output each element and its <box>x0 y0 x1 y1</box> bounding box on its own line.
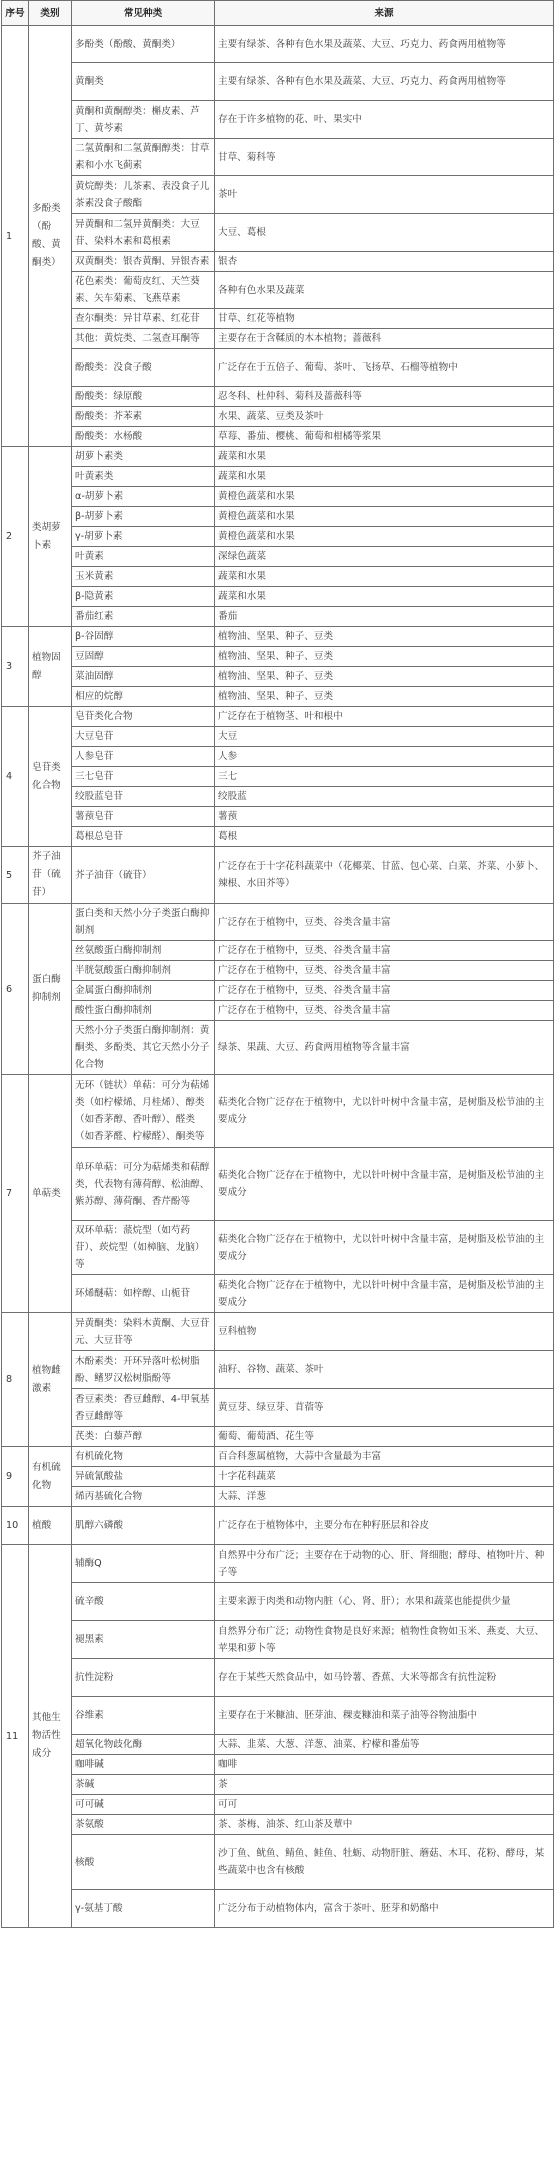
table-row <box>2 139 554 176</box>
table-row <box>2 941 554 961</box>
table-row <box>2 767 554 787</box>
table-row <box>2 427 554 447</box>
source-cell: 主要有绿茶、各种有色水果及蔬菜、大豆、巧克力、药食两用植物等 <box>215 26 554 63</box>
kind-cell: 有机硫化物 <box>72 1447 215 1467</box>
source-cell: 银杏 <box>215 252 554 272</box>
source-cell: 广泛存在于十字花科蔬菜中（花椰菜、甘蓝、包心菜、白菜、芥菜、小萝卜、辣根、水田芥等） <box>215 847 554 904</box>
table-row <box>2 1075 554 1148</box>
source-cell: 茶、茶梅、油茶、红山茶及蕈中 <box>215 1815 554 1835</box>
kind-cell: 大豆皂苷 <box>72 727 215 747</box>
source-cell: 大蒜、韭菜、大葱、洋葱、油菜、柠檬和番茄等 <box>215 1735 554 1755</box>
source-cell: 蔬菜和水果 <box>215 447 554 467</box>
category-cell: 植物雌激素 <box>29 1313 72 1447</box>
source-cell: 油籽、谷物、蔬菜、茶叶 <box>215 1351 554 1389</box>
table-row <box>2 252 554 272</box>
kind-cell: 酚酸类：水杨酸 <box>72 427 215 447</box>
source-cell: 广泛存在于植物中，豆类、谷类含量丰富 <box>215 941 554 961</box>
kind-cell: 叶黄素类 <box>72 467 215 487</box>
kind-cell: 蛋白类和天然小分子类蛋白酶抑制剂 <box>72 904 215 941</box>
kind-cell: 其他：黄烷类、二氢查耳酮等 <box>72 329 215 349</box>
table-row <box>2 687 554 707</box>
table-row <box>2 1507 554 1545</box>
source-cell: 蔬菜和水果 <box>215 567 554 587</box>
table-row <box>2 176 554 214</box>
source-cell: 黄橙色蔬菜和水果 <box>215 487 554 507</box>
source-cell: 广泛存在于植物茎、叶和根中 <box>215 707 554 727</box>
source-cell: 百合科葱属植物，大蒜中含量最为丰富 <box>215 1447 554 1467</box>
source-cell: 植物油、坚果、种子、豆类 <box>215 687 554 707</box>
table-row <box>2 827 554 847</box>
kind-cell: γ-胡萝卜素 <box>72 527 215 547</box>
source-cell: 茶 <box>215 1775 554 1795</box>
row-index: 5 <box>2 847 29 904</box>
bioactive-compounds-table <box>1 0 554 1928</box>
row-index: 2 <box>2 447 29 627</box>
table-row <box>2 847 554 904</box>
source-cell: 主要存在于米糠油、胚芽油、稞麦糠油和菜子油等谷物油脂中 <box>215 1697 554 1735</box>
source-cell: 萜类化合物广泛存在于植物中，尤以针叶树中含量丰富，是树脂及松节油的主要成分 <box>215 1275 554 1313</box>
kind-cell: 异硫氰酸盐 <box>72 1467 215 1487</box>
table-row <box>2 607 554 627</box>
kind-cell: 黄烷醇类：儿茶素、表没食子儿茶素没食子酸酯 <box>72 176 215 214</box>
source-cell: 主要来源于肉类和动物内脏（心、肾、肝）；水果和蔬菜也能提供少量 <box>215 1583 554 1621</box>
table-row <box>2 309 554 329</box>
kind-cell: 酚酸类：没食子酸 <box>72 349 215 387</box>
kind-cell: 黄酮和黄酮醇类：槲皮素、芦丁、黄芩素 <box>72 101 215 139</box>
kind-cell: 金属蛋白酶抑制剂 <box>72 981 215 1001</box>
category-cell: 植物固醇 <box>29 627 72 707</box>
kind-cell: 胡萝卜素类 <box>72 447 215 467</box>
table-row <box>2 1148 554 1221</box>
source-cell: 水果、蔬菜、豆类及茶叶 <box>215 407 554 427</box>
source-cell: 黄豆芽、绿豆芽、苜蓿等 <box>215 1389 554 1427</box>
table-row <box>2 787 554 807</box>
table-row <box>2 747 554 767</box>
row-index: 9 <box>2 1447 29 1507</box>
table-row <box>2 1890 554 1928</box>
table-row <box>2 1795 554 1815</box>
kind-cell: 三七皂苷 <box>72 767 215 787</box>
table-row <box>2 214 554 252</box>
header-cell-index: 序号 <box>2 1 29 26</box>
source-cell: 存在于某些天然食品中，如马铃薯、香蕉、大米等都含有抗性淀粉 <box>215 1659 554 1697</box>
source-cell: 草莓、番茄、樱桃、葡萄和柑橘等浆果 <box>215 427 554 447</box>
row-index: 1 <box>2 26 29 447</box>
row-index: 7 <box>2 1075 29 1313</box>
source-cell: 大豆 <box>215 727 554 747</box>
table-row <box>2 26 554 63</box>
category-cell: 植酸 <box>29 1507 72 1545</box>
kind-cell: γ-氨基丁酸 <box>72 1890 215 1928</box>
table-row <box>2 527 554 547</box>
source-cell: 蔬菜和水果 <box>215 587 554 607</box>
kind-cell: 褪黑素 <box>72 1621 215 1659</box>
header-cell-common-kinds: 常见种类 <box>72 1 215 26</box>
kind-cell: 丝氨酸蛋白酶抑制剂 <box>72 941 215 961</box>
kind-cell: β-谷固醇 <box>72 627 215 647</box>
source-cell: 十字花科蔬菜 <box>215 1467 554 1487</box>
category-cell: 多酚类（酚酸、黄酮类） <box>29 26 72 447</box>
source-cell: 咖啡 <box>215 1755 554 1775</box>
kind-cell: 芥子油苷（硫苷） <box>72 847 215 904</box>
table-row <box>2 707 554 727</box>
kind-cell: 香豆素类：香豆雌醇、4-甲氧基香豆雌醇等 <box>72 1389 215 1427</box>
kind-cell: 异黄酮和二氢异黄酮类：大豆苷、染料木素和葛根素 <box>72 214 215 252</box>
source-cell: 植物油、坚果、种子、豆类 <box>215 647 554 667</box>
header-cell-category: 类别 <box>29 1 72 26</box>
source-cell: 主要有绿茶、各种有色水果及蔬菜、大豆、巧克力、药食两用植物等 <box>215 63 554 101</box>
table-row <box>2 487 554 507</box>
table-row <box>2 1487 554 1507</box>
table-row <box>2 1697 554 1735</box>
table-row <box>2 1755 554 1775</box>
kind-cell: 环烯醚萜：如梓醇、山栀苷 <box>72 1275 215 1313</box>
kind-cell: 烯丙基硫化合物 <box>72 1487 215 1507</box>
kind-cell: 茶氨酸 <box>72 1815 215 1835</box>
row-index: 6 <box>2 904 29 1075</box>
table-row <box>2 904 554 941</box>
kind-cell: 双环单萜：蒎烷型（如芍药苷）、莰烷型（如樟脑、龙脑）等 <box>72 1221 215 1275</box>
source-cell: 自然界分布广泛；动物性食物是良好来源；植物性食物如玉米、燕麦、大豆、苹果和萝卜等 <box>215 1621 554 1659</box>
kind-cell: 核酸 <box>72 1835 215 1890</box>
kind-cell: 咖啡碱 <box>72 1755 215 1775</box>
kind-cell: 酚酸类：芥苯素 <box>72 407 215 427</box>
kind-cell: 硫辛酸 <box>72 1583 215 1621</box>
source-cell: 广泛存在于五倍子、葡萄、茶叶、飞扬草、石榴等植物中 <box>215 349 554 387</box>
table-row <box>2 272 554 309</box>
table-row <box>2 647 554 667</box>
source-cell: 沙丁鱼、鱿鱼、鲭鱼、鲑鱼、牡蛎、动物肝脏、蘑菇、木耳、花粉、酵母，某些蔬菜中也含有核酸 <box>215 1835 554 1890</box>
kind-cell: 黄酮类 <box>72 63 215 101</box>
row-index: 11 <box>2 1545 29 1928</box>
kind-cell: 异黄酮类：染料木黄酮、大豆苷元、大豆苷等 <box>72 1313 215 1351</box>
category-cell: 皂苷类化合物 <box>29 707 72 847</box>
kind-cell: 查尔酮类：异甘草素、红花苷 <box>72 309 215 329</box>
table-row <box>2 1735 554 1755</box>
kind-cell: 薯蓣皂苷 <box>72 807 215 827</box>
kind-cell: 天然小分子类蛋白酶抑制剂：黄酮类、多酚类、其它天然小分子化合物 <box>72 1021 215 1075</box>
header-cell-source: 来源 <box>215 1 554 26</box>
source-cell: 甘草、红花等植物 <box>215 309 554 329</box>
source-cell: 萜类化合物广泛存在于植物中，尤以针叶树中含量丰富，是树脂及松节油的主要成分 <box>215 1148 554 1221</box>
kind-cell: 人参皂苷 <box>72 747 215 767</box>
kind-cell: 玉米黄素 <box>72 567 215 587</box>
source-cell: 萜类化合物广泛存在于植物中，尤以针叶树中含量丰富，是树脂及松节油的主要成分 <box>215 1075 554 1148</box>
source-cell: 植物油、坚果、种子、豆类 <box>215 627 554 647</box>
row-index: 3 <box>2 627 29 707</box>
source-cell: 黄橙色蔬菜和水果 <box>215 527 554 547</box>
table-row <box>2 407 554 427</box>
table-row <box>2 1001 554 1021</box>
source-cell: 绞股蓝 <box>215 787 554 807</box>
kind-cell: 豆固醇 <box>72 647 215 667</box>
table-row <box>2 349 554 387</box>
kind-cell: 双黄酮类：银杏黄酮、异银杏素 <box>72 252 215 272</box>
kind-cell: 菜油固醇 <box>72 667 215 687</box>
kind-cell: 茶碱 <box>72 1775 215 1795</box>
source-cell: 广泛存在于植物中，豆类、谷类含量丰富 <box>215 904 554 941</box>
table-row <box>2 1621 554 1659</box>
source-cell: 主要存在于含鞣质的木本植物；蔷薇科 <box>215 329 554 349</box>
table-row <box>2 1467 554 1487</box>
table-row <box>2 981 554 1001</box>
table-row <box>2 1447 554 1467</box>
table-row <box>2 1351 554 1389</box>
kind-cell: 可可碱 <box>72 1795 215 1815</box>
source-cell: 大豆、葛根 <box>215 214 554 252</box>
kind-cell: 绞股蓝皂苷 <box>72 787 215 807</box>
source-cell: 三七 <box>215 767 554 787</box>
table-row <box>2 1815 554 1835</box>
table-row <box>2 1389 554 1427</box>
source-cell: 广泛存在于植物体中，主要分布在种籽胚层和谷皮 <box>215 1507 554 1545</box>
kind-cell: 无环（链状）单萜：可分为萜烯类（如柠檬烯、月桂烯）、醇类（如香茅醇、香叶醇）、醛类（如香茅醛、柠檬醛）、酮类等 <box>72 1075 215 1148</box>
source-cell: 葛根 <box>215 827 554 847</box>
source-cell: 广泛存在于植物中，豆类、谷类含量丰富 <box>215 961 554 981</box>
source-cell: 深绿色蔬菜 <box>215 547 554 567</box>
table-row <box>2 1427 554 1447</box>
category-cell: 有机硫化物 <box>29 1447 72 1507</box>
kind-cell: 超氧化物歧化酶 <box>72 1735 215 1755</box>
kind-cell: 相应的烷醇 <box>72 687 215 707</box>
table-row <box>2 447 554 467</box>
source-cell: 豆科植物 <box>215 1313 554 1351</box>
kind-cell: 酸性蛋白酶抑制剂 <box>72 1001 215 1021</box>
kind-cell: 叶黄素 <box>72 547 215 567</box>
table-row <box>2 1021 554 1075</box>
row-index: 10 <box>2 1507 29 1545</box>
category-cell: 单萜类 <box>29 1075 72 1313</box>
source-cell: 大蒜、洋葱 <box>215 1487 554 1507</box>
table-row <box>2 547 554 567</box>
table-row <box>2 63 554 101</box>
table-row <box>2 667 554 687</box>
table-row <box>2 1835 554 1890</box>
table-row <box>2 1659 554 1697</box>
table-row <box>2 1275 554 1313</box>
kind-cell: 辅酶Q <box>72 1545 215 1583</box>
kind-cell: 半胱氨酸蛋白酶抑制剂 <box>72 961 215 981</box>
source-cell: 忍冬科、杜仲科、菊科及蔷薇科等 <box>215 387 554 407</box>
source-cell: 茶叶 <box>215 176 554 214</box>
category-cell: 芥子油苷（硫苷） <box>29 847 72 904</box>
category-cell: 其他生物活性成分 <box>29 1545 72 1928</box>
source-cell: 人参 <box>215 747 554 767</box>
table-header-row <box>2 1 554 26</box>
table-row <box>2 727 554 747</box>
table-row <box>2 101 554 139</box>
source-cell: 植物油、坚果、种子、豆类 <box>215 667 554 687</box>
table-row <box>2 329 554 349</box>
source-cell: 萜类化合物广泛存在于植物中，尤以针叶树中含量丰富，是树脂及松节油的主要成分 <box>215 1221 554 1275</box>
kind-cell: β-隐黄素 <box>72 587 215 607</box>
kind-cell: 二氢黄酮和二氢黄酮醇类：甘草素和小水飞蓟素 <box>72 139 215 176</box>
source-cell: 绿茶、果蔬、大豆、药食两用植物等含量丰富 <box>215 1021 554 1075</box>
table-row <box>2 1221 554 1275</box>
source-cell: 广泛存在于植物中，豆类、谷类含量丰富 <box>215 981 554 1001</box>
kind-cell: 肌醇六磷酸 <box>72 1507 215 1545</box>
kind-cell: 皂苷类化合物 <box>72 707 215 727</box>
table-row <box>2 1775 554 1795</box>
source-cell: 葡萄、葡萄酒、花生等 <box>215 1427 554 1447</box>
kind-cell: β-胡萝卜素 <box>72 507 215 527</box>
source-cell: 番茄 <box>215 607 554 627</box>
kind-cell: 木酚素类：开环异落叶松树脂酚、鳍罗汉松树脂酚等 <box>72 1351 215 1389</box>
kind-cell: 谷维素 <box>72 1697 215 1735</box>
kind-cell: 酚酸类：绿原酸 <box>72 387 215 407</box>
kind-cell: 葛根总皂苷 <box>72 827 215 847</box>
table-row <box>2 1583 554 1621</box>
table-row <box>2 467 554 487</box>
source-cell: 黄橙色蔬菜和水果 <box>215 507 554 527</box>
kind-cell: 番茄红素 <box>72 607 215 627</box>
category-cell: 类胡萝卜素 <box>29 447 72 627</box>
source-cell: 各种有色水果及蔬菜 <box>215 272 554 309</box>
table-row <box>2 507 554 527</box>
source-cell: 自然界中分布广泛；主要存在于动物的心、肝、肾细胞；酵母、植物叶片、种子等 <box>215 1545 554 1583</box>
kind-cell: 花色素类：葡萄皮红、天竺葵素、矢车菊素、飞燕草素 <box>72 272 215 309</box>
source-cell: 薯蓣 <box>215 807 554 827</box>
row-index: 8 <box>2 1313 29 1447</box>
table-row <box>2 387 554 407</box>
source-cell: 广泛存在于植物中，豆类、谷类含量丰富 <box>215 1001 554 1021</box>
table-row <box>2 627 554 647</box>
table-row <box>2 567 554 587</box>
category-cell: 蛋白酶抑制剂 <box>29 904 72 1075</box>
kind-cell: α-胡萝卜素 <box>72 487 215 507</box>
table-row <box>2 1545 554 1583</box>
kind-cell: 抗性淀粉 <box>72 1659 215 1697</box>
table-row <box>2 1313 554 1351</box>
source-cell: 存在于许多植物的花、叶、果实中 <box>215 101 554 139</box>
table-row <box>2 807 554 827</box>
source-cell: 蔬菜和水果 <box>215 467 554 487</box>
table-row <box>2 961 554 981</box>
source-cell: 甘草、菊科等 <box>215 139 554 176</box>
row-index: 4 <box>2 707 29 847</box>
kind-cell: 芪类：白藜芦醇 <box>72 1427 215 1447</box>
table-row <box>2 587 554 607</box>
source-cell: 可可 <box>215 1795 554 1815</box>
table-body <box>2 26 554 1928</box>
kind-cell: 单环单萜：可分为萜烯类和萜醇类，代表物有薄荷醇、松油醇、紫苏醇、薄荷酮、香芹酚等 <box>72 1148 215 1221</box>
source-cell: 广泛分布于动植物体内，富含于茶叶、胚芽和奶酪中 <box>215 1890 554 1928</box>
kind-cell: 多酚类（酚酸、黄酮类） <box>72 26 215 63</box>
